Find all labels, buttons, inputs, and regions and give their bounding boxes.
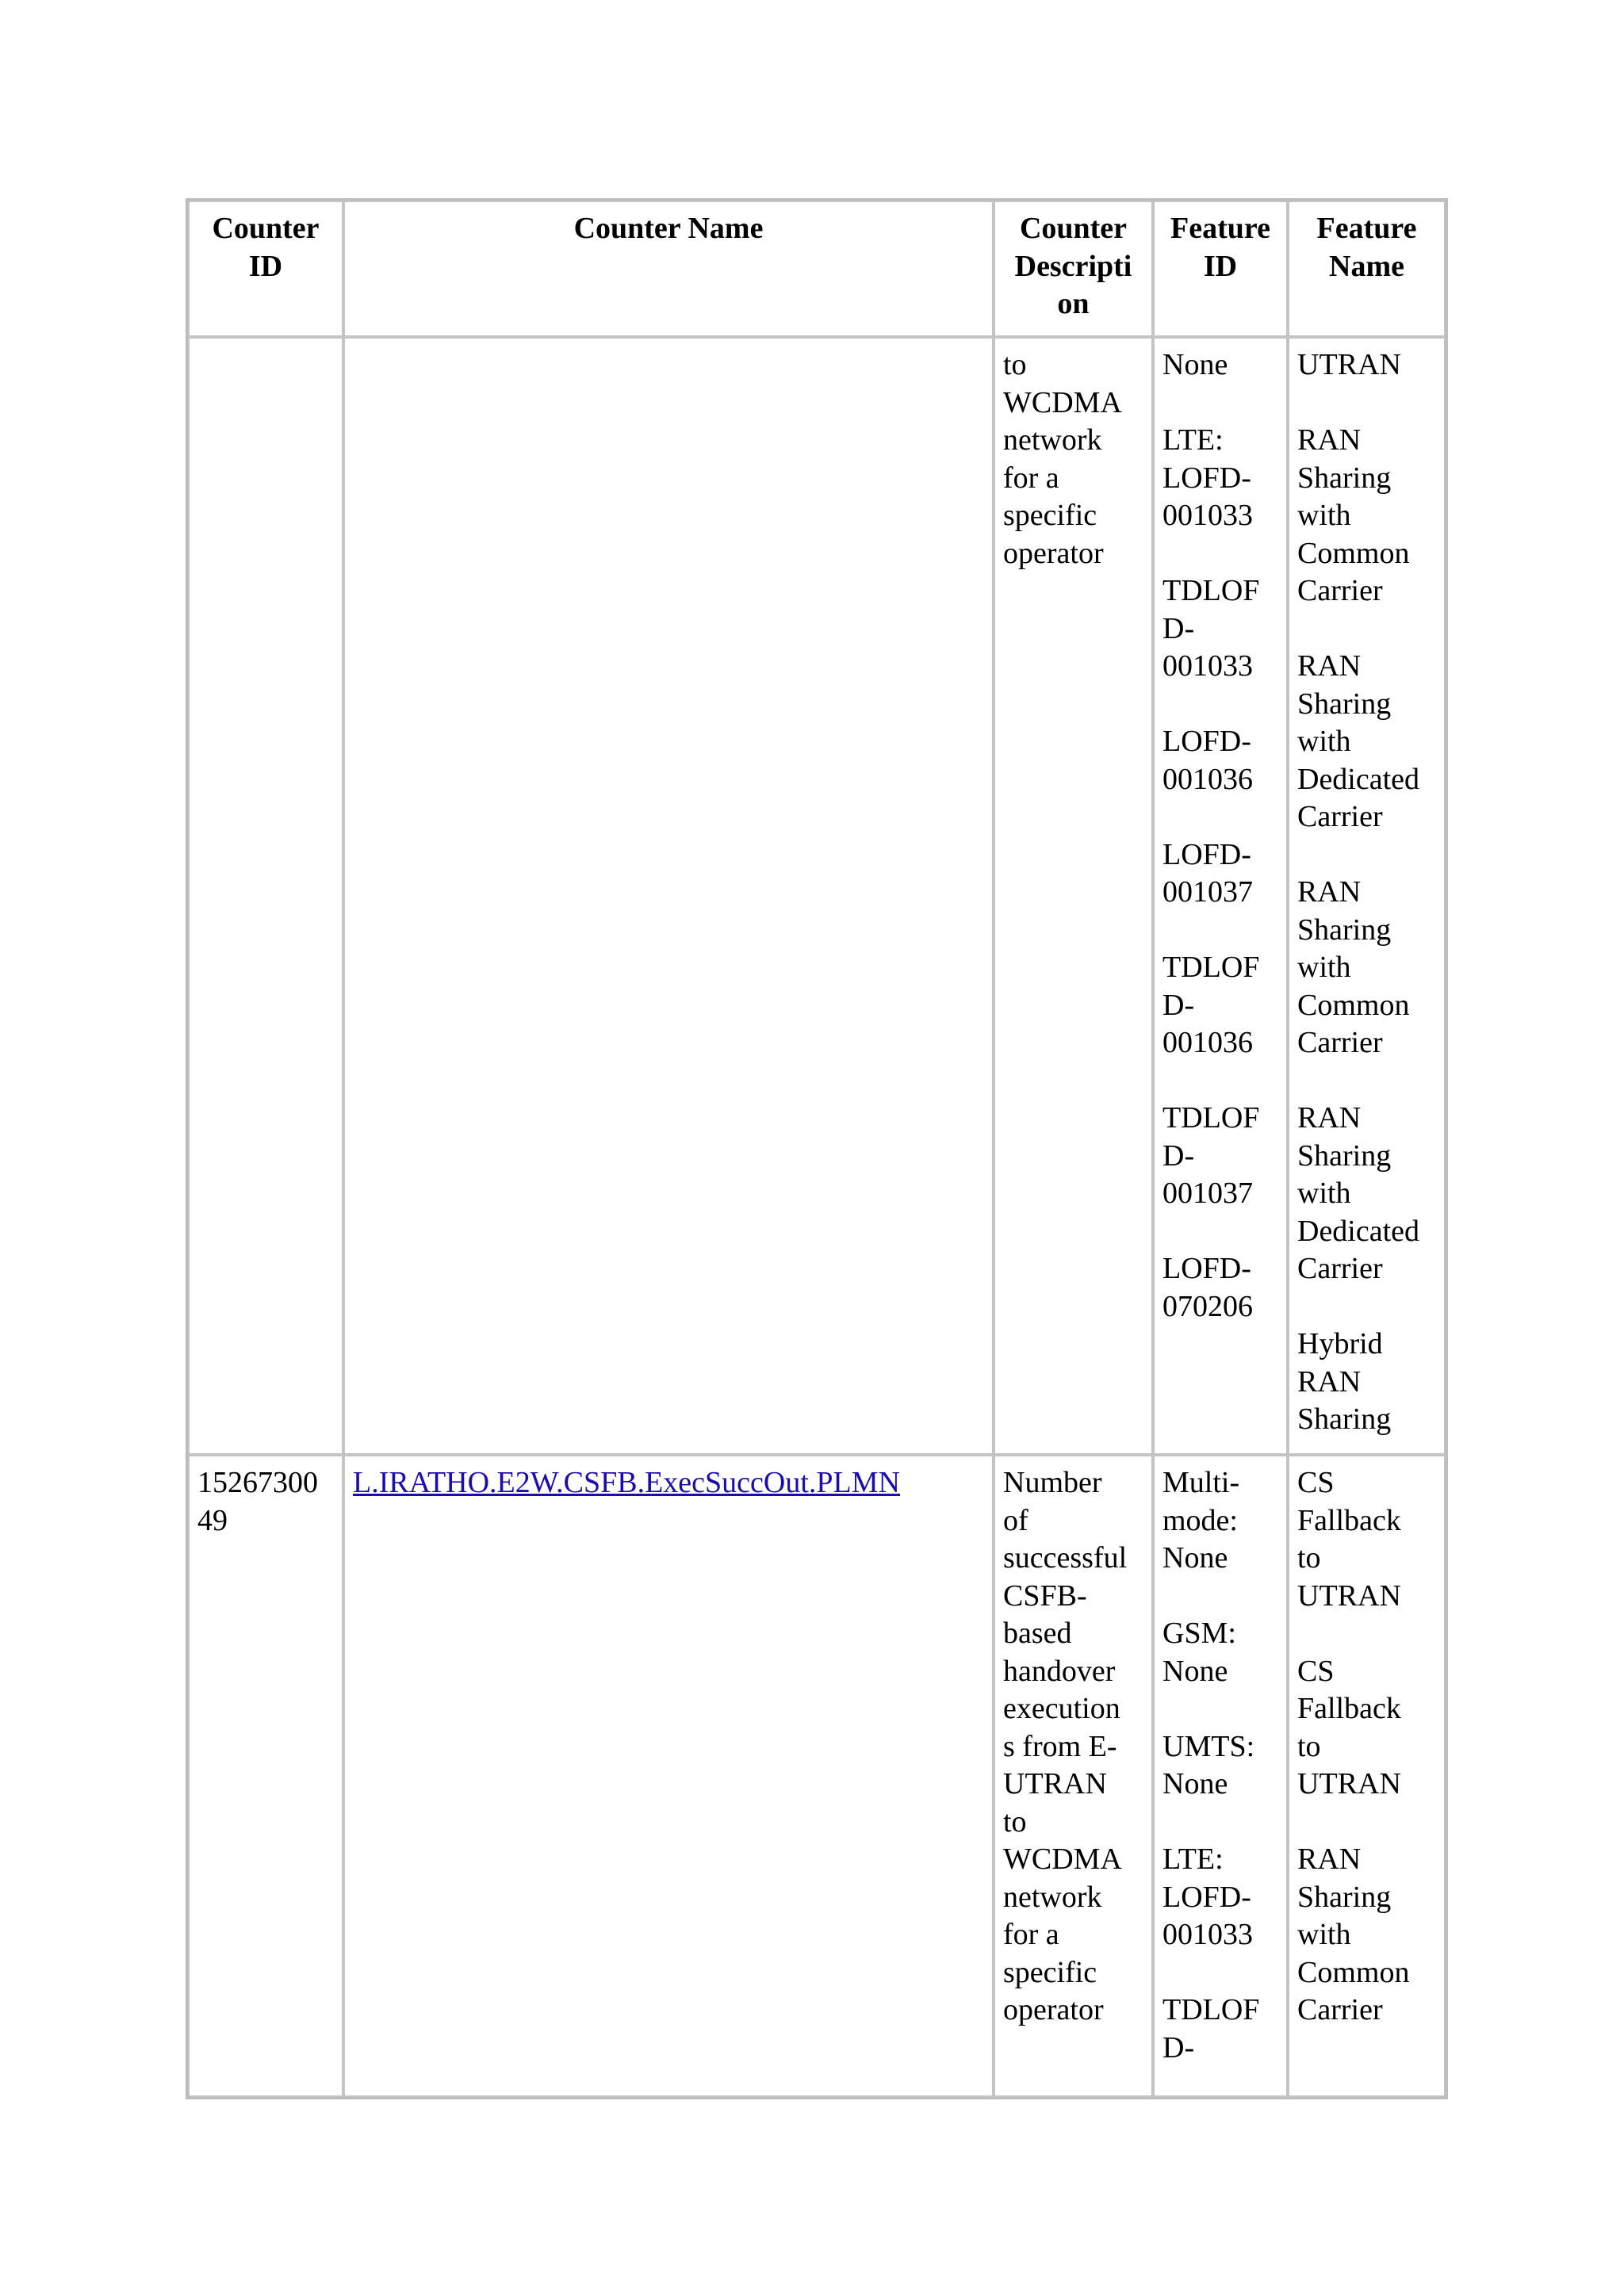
cell-line: Hybrid [1297,1327,1383,1360]
cell-line: CSFB- [1003,1578,1087,1613]
cell-line: Carrier [1297,574,1383,607]
cell-line: successful [1003,1541,1128,1575]
header-line: Feature [1316,212,1417,245]
counter-name-link[interactable]: L.IRATHO.E2W.CSFB.ExecSuccOut.PLMN [353,1466,900,1499]
header-counter-name [343,201,994,337]
feature-block [1162,1615,1278,1690]
feature-block [1297,1100,1436,1288]
cell-description [994,1455,1153,2097]
cell-line: LOFD- [1162,725,1251,758]
cell-line: Sharing [1297,687,1392,721]
cell-line: UTRAN [1297,1578,1401,1613]
block-spacer [1297,836,1436,874]
feature-block [1162,723,1278,798]
feature-block [1297,874,1436,1062]
feature-block [1162,1728,1278,1804]
feature-block [1297,1841,1436,2030]
cell-line: TDLOF [1162,574,1260,607]
cell-line: s from E- [1003,1729,1117,1763]
cell-line: LTE: [1162,423,1224,457]
cell-line: D- [1162,1138,1195,1173]
cell-line: LOFD- [1162,1252,1251,1285]
cell-counter-id [188,1455,343,2097]
cell-line: LOFD- [1162,461,1251,495]
cell-line: 001033 [1162,1918,1253,1951]
cell-line: RAN [1297,1843,1362,1876]
feature-block [1162,1992,1278,2067]
cell-line: D- [1162,988,1195,1022]
cell-line: Sharing [1297,1402,1392,1436]
cell-line: RAN [1297,875,1362,909]
cell-line: TDLOF [1162,951,1260,984]
cell-line: TDLOF [1162,1101,1260,1135]
block-spacer [1162,798,1278,836]
counter-table [186,198,1448,2099]
block-spacer [1162,1213,1278,1251]
cell-line: CS [1297,1466,1335,1499]
block-spacer [1297,1062,1436,1100]
cell-line: 001033 [1162,649,1253,683]
cell-line: LOFD- [1162,837,1251,871]
cell-line: 001037 [1162,1177,1253,1210]
cell-line: UTRAN [1297,1767,1401,1800]
header-line: Counter [212,212,320,245]
cell-line: CS [1297,1654,1335,1688]
table-row [188,1455,1446,2097]
cell-line: Sharing [1297,913,1392,947]
header-feature-name [1288,201,1446,337]
header-line: on [1057,287,1090,320]
cell-line: UMTS: [1162,1729,1255,1763]
header-line: Counter Name [573,212,764,245]
cell-line: for a [1003,461,1059,495]
feature-block [1162,422,1278,535]
block-spacer [1162,1578,1278,1616]
feature-block [1297,346,1436,385]
cell-feature-name [1288,1455,1446,2097]
cell-line: UTRAN [1297,348,1401,381]
feature-block [1162,1841,1278,1954]
cell-line: to [1003,348,1027,381]
block-spacer [1162,385,1278,423]
cell-line: to [1297,1541,1321,1575]
cell-line: Carrier [1297,1252,1383,1285]
block-spacer [1297,1615,1436,1653]
cell-line: 001036 [1162,1026,1253,1059]
cell-line: for a [1003,1918,1059,1951]
block-spacer [1162,1690,1278,1728]
cell-line: Multi- [1162,1466,1240,1499]
block-spacer [1162,912,1278,950]
cell-line: based [1003,1617,1072,1650]
header-line: Feature [1170,212,1270,245]
cell-line: 070206 [1162,1289,1253,1323]
cell-line: operator [1003,1993,1104,2026]
cell-description [994,337,1153,1455]
cell-line: Common [1297,988,1410,1022]
header-line: Descripti [1014,249,1132,283]
header-line: ID [1203,249,1238,283]
cell-line: Fallback [1297,1692,1401,1725]
cell-line: Sharing [1297,1138,1392,1173]
cell-line: network [1003,423,1102,457]
table-row [188,337,1446,1455]
cell-feature-id [1153,1455,1288,2097]
block-spacer [1162,1954,1278,1992]
cell-line: with [1297,1918,1351,1951]
cell-feature-name [1288,337,1446,1455]
header-counter-id [188,201,343,337]
feature-block [1162,1100,1278,1213]
cell-line: None [1162,1541,1228,1575]
cell-line: 001036 [1162,762,1253,796]
cell-line: None [1162,1767,1228,1800]
block-spacer [1162,1804,1278,1842]
cell-line: execution [1003,1692,1120,1725]
header-row [188,201,1446,337]
cell-line: UTRAN [1003,1767,1107,1800]
feature-block [1162,572,1278,686]
cell-line: 001037 [1162,875,1253,909]
cell-line: specific [1003,1955,1097,1989]
cell-line: operator [1003,536,1104,570]
header-counter-description [994,201,1153,337]
feature-block [1162,1464,1278,1578]
cell-line: Number [1003,1466,1102,1499]
cell-line: 15267300 [197,1466,318,1499]
cell-counter-id [188,337,343,1455]
cell-line: to [1003,1804,1027,1839]
block-spacer [1297,385,1436,423]
cell-line: WCDMA [1003,385,1122,419]
cell-line: Dedicated [1297,762,1420,796]
cell-line: RAN [1297,649,1362,683]
block-spacer [1162,686,1278,724]
block-spacer [1297,1288,1436,1326]
cell-line: Carrier [1297,800,1383,833]
cell-line: handover [1003,1654,1116,1688]
cell-line: 49 [197,1503,228,1537]
block-spacer [1297,1804,1436,1842]
cell-counter-name [343,1455,994,2097]
cell-line: Common [1297,536,1410,570]
cell-line: LOFD- [1162,1880,1251,1914]
cell-counter-name [343,337,994,1455]
block-spacer [1297,610,1436,649]
block-spacer [1162,535,1278,573]
feature-block [1297,1326,1436,1439]
cell-feature-id [1153,337,1288,1455]
block-spacer [1162,1062,1278,1100]
cell-line: Sharing [1297,1880,1392,1914]
cell-line: LTE: [1162,1843,1224,1876]
cell-line: with [1297,1177,1351,1210]
cell-line: Dedicated [1297,1214,1420,1248]
feature-block [1297,648,1436,836]
cell-line: None [1162,348,1228,381]
cell-line: RAN [1297,1101,1362,1135]
cell-line: Common [1297,1955,1410,1989]
header-feature-id [1153,201,1288,337]
feature-block [1162,949,1278,1062]
cell-line: network [1003,1880,1102,1914]
cell-line: with [1297,951,1351,984]
cell-line: D- [1162,611,1195,645]
cell-line: WCDMA [1003,1843,1122,1876]
cell-line: mode: [1162,1503,1238,1537]
feature-block [1162,836,1278,912]
header-line: ID [248,249,283,283]
cell-line: with [1297,499,1351,532]
feature-block [1297,1464,1436,1615]
feature-block [1162,346,1278,385]
cell-line: GSM: [1162,1617,1236,1650]
header-line: Name [1329,249,1404,283]
cell-line: None [1162,1654,1228,1688]
cell-line: of [1003,1503,1028,1537]
cell-line: Fallback [1297,1503,1401,1537]
cell-line: Sharing [1297,461,1392,495]
cell-line: specific [1003,499,1097,532]
cell-line: Carrier [1297,1993,1383,2026]
cell-line: TDLOF [1162,1993,1260,2026]
cell-line: to [1297,1729,1321,1763]
feature-block [1162,1250,1278,1326]
cell-line: 001033 [1162,499,1253,532]
cell-line: RAN [1297,423,1362,457]
cell-line: RAN [1297,1364,1362,1399]
feature-block [1297,1653,1436,1804]
feature-block [1297,422,1436,610]
cell-line: Carrier [1297,1026,1383,1059]
cell-line: with [1297,725,1351,758]
cell-line: D- [1162,2030,1195,2064]
header-line: Counter [1019,212,1128,245]
